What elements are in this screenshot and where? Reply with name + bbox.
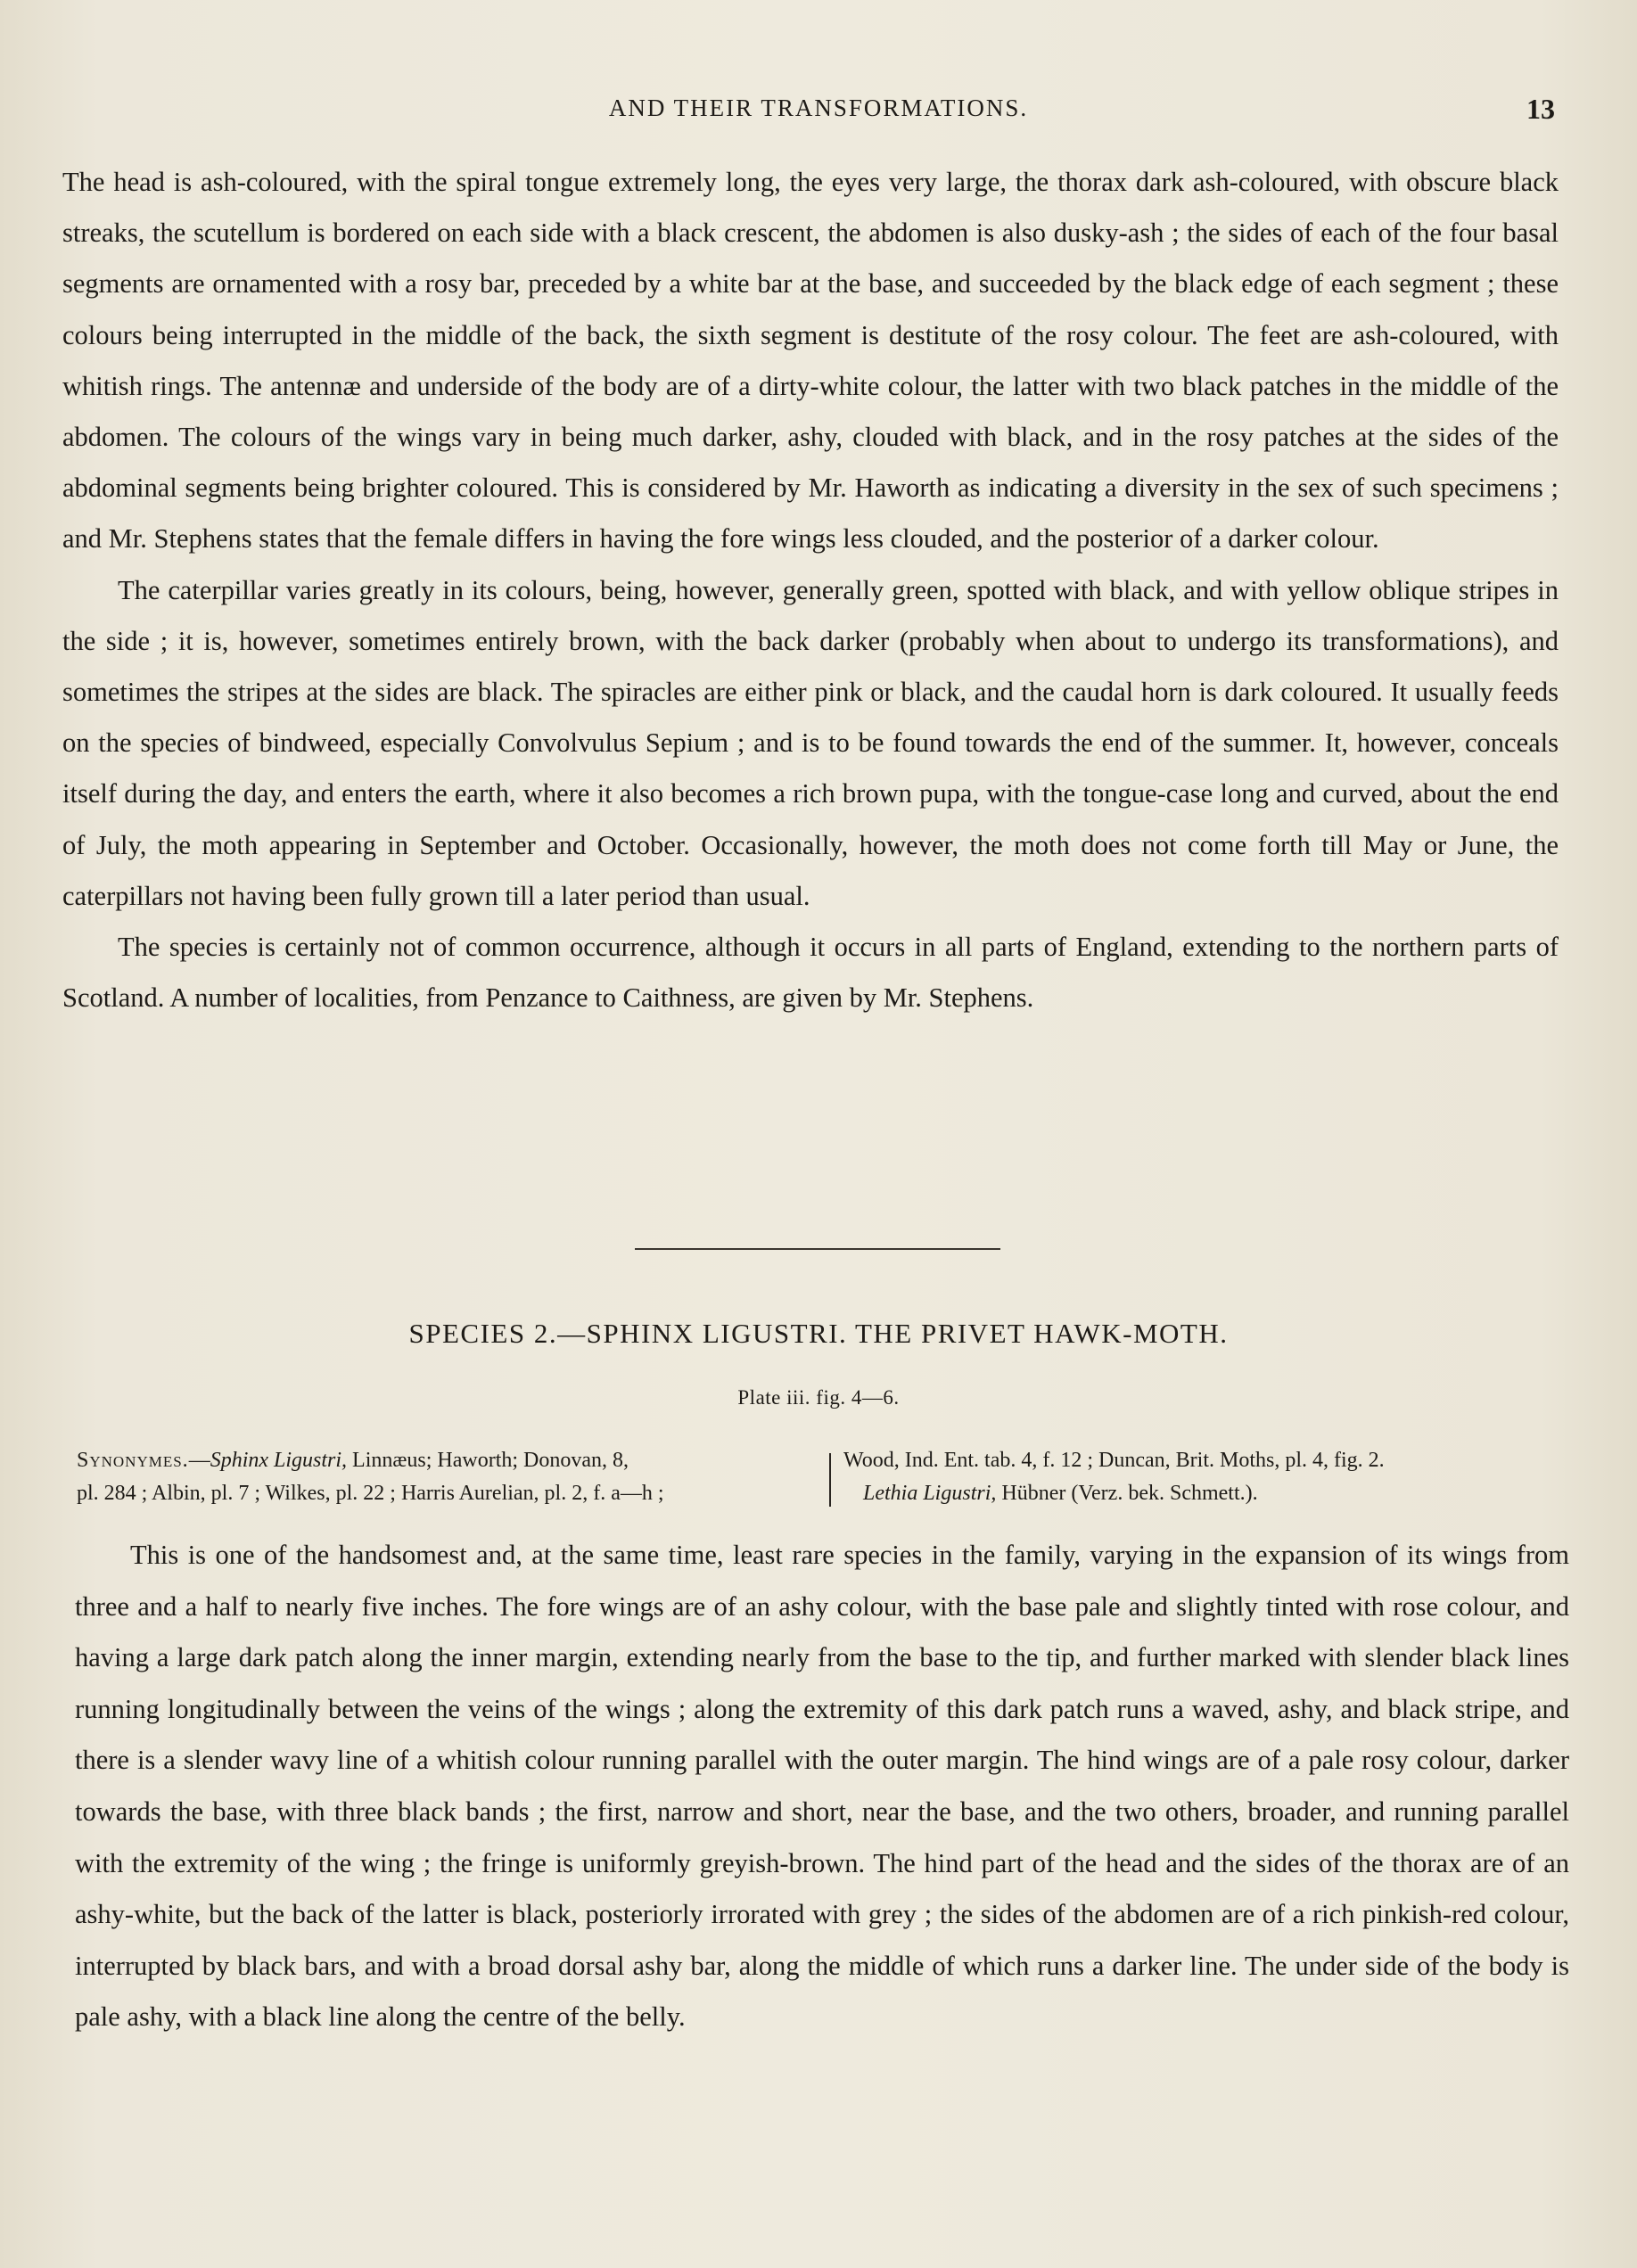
synonymy-left-column [77, 1444, 824, 1510]
paragraph-adult-description: The head is ash-coloured, with the spiral tongue extremely long, the eyes very large, the thorax dark ash-coloured, with obscure black streaks, the scutellum is bordered on each side with a black crescent, the abdomen is also dusky-ash ; the sides of each of the four basal segments are ornamented with a rosy bar, preceded by a white bar at the base, and succeeded by the black edge of each segment ; these colours being interrupted in the middle of the back, the sixth segment is destitute of the rosy colour. The feet are ash-coloured, with whitish rings. The antennæ and underside of the body are of a dirty-white colour, the latter with two black patches in the middle of the abdomen. The colours of the wings vary in being much darker, ashy, clouded with black, and in the rosy patches at the sides of the abdominal segments being brighter coloured. This is considered by Mr. Haworth as indicating a diversity in the sex of such specimens ; and Mr. Stephens states that the female differs in having the fore wings less clouded, and the posterior of a darker colour. [62, 167, 1559, 555]
synonymy-label: Synonymes. [77, 1449, 189, 1472]
species-heading: SPECIES 2.—SPHINX LIGUSTRI. THE PRIVET HAWK-MOTH. [408, 1318, 1229, 1349]
paragraph-distribution: The species is certainly not of common occurrence, although it occurs in all parts of England, extending to the northern parts of Scotland. A number of localities, from Penzance to Caithness, are given by Mr. Stephens. [62, 932, 1559, 1014]
synonym-name-sphinx: Sphinx Ligustri, [210, 1449, 348, 1472]
synonymy-block [77, 1444, 1567, 1516]
synonymy-right-column [843, 1444, 1567, 1510]
running-header [0, 93, 1637, 128]
synonymy-authors-2: Hübner (Verz. bek. Schmett.). [1001, 1482, 1258, 1505]
synonymy-right-line-2 [843, 1477, 1567, 1510]
running-title: AND THEIR TRANSFORMATIONS. [608, 94, 1029, 121]
paragraph-privet-hawk-moth: This is one of the handsomest and, at the same time, least rare species in the family, varying in the expansion of its wings from three and a half to nearly five inches. The fore wings are of an ashy colour, with the base pale and slightly tinted with rose colour, and having a large dark patch along the inner margin, extending nearly from the base to the tip, and further marked with slender black lines running longitudinally between the veins of the wings ; along the extremity of this dark patch runs a waved, ashy, and black stripe, and there is a slender wavy line of a whitish colour running parallel with the outer margin. The hind wings are of a pale rosy colour, darker towards the base, with three black bands ; the first, narrow and short, near the base, and the two others, broader, and running parallel with the extremity of the wing ; the fringe is uniformly greyish-brown. The hind part of the head and the sides of the thorax are of an ashy-white, but the back of the latter is black, posteriorly irrorated with grey ; the sides of the abdomen are of a rich pinkish-red colour, interrupted by black bars, and with a broad dorsal ashy bar, along the middle of which runs a darker line. The under side of the body is pale ashy, with a black line along the centre of the belly. [75, 1540, 1569, 2033]
synonymy-right-line-1: Wood, Ind. Ent. tab. 4, f. 12 ; Duncan, Brit. Moths, pl. 4, fig. 2. [843, 1449, 1385, 1472]
page-number: 13 [1526, 93, 1555, 125]
section-divider-rule [635, 1248, 1000, 1250]
synonymy-authors-1: Linnæus; Haworth; Donovan, 8, [352, 1449, 629, 1472]
section-2-text [75, 1530, 1569, 2043]
paragraph-caterpillar: The caterpillar varies greatly in its colours, being, however, generally green, spotted with black, and with yellow oblique stripes in the side ; it is, however, sometimes entirely brown, with the back darker (probably when about to undergo its transformations), and sometimes the stripes at the sides are black. The spiracles are either pink or black, and the caudal horn is dark coloured. It usually feeds on the species of bindweed, especially Convolvulus Sepium ; and is to be found towards the end of the summer. It, however, conceals itself during the day, and enters the earth, where it also becomes a rich brown pupa, with the tongue-case long and curved, about the end of July, the moth appearing in September and October. Occasionally, however, the moth does not come forth till May or June, the caterpillars not having been fully grown till a later period than usual. [62, 574, 1559, 911]
synonym-name-lethia: Lethia Ligustri, [863, 1482, 997, 1505]
plate-reference: Plate iii. fig. 4—6. [737, 1386, 900, 1409]
synonymy-column-divider [829, 1453, 831, 1507]
section-1-text [62, 157, 1559, 1023]
synonymy-left-line-1: Synonymes.—Sphinx Ligustri, Linnæus; Haworth; Donovan, 8, [77, 1449, 629, 1472]
synonymy-left-line-2: pl. 284 ; Albin, pl. 7 ; Wilkes, pl. 22 ; Harris Aurelian, pl. 2, f. a—h ; [77, 1482, 664, 1505]
